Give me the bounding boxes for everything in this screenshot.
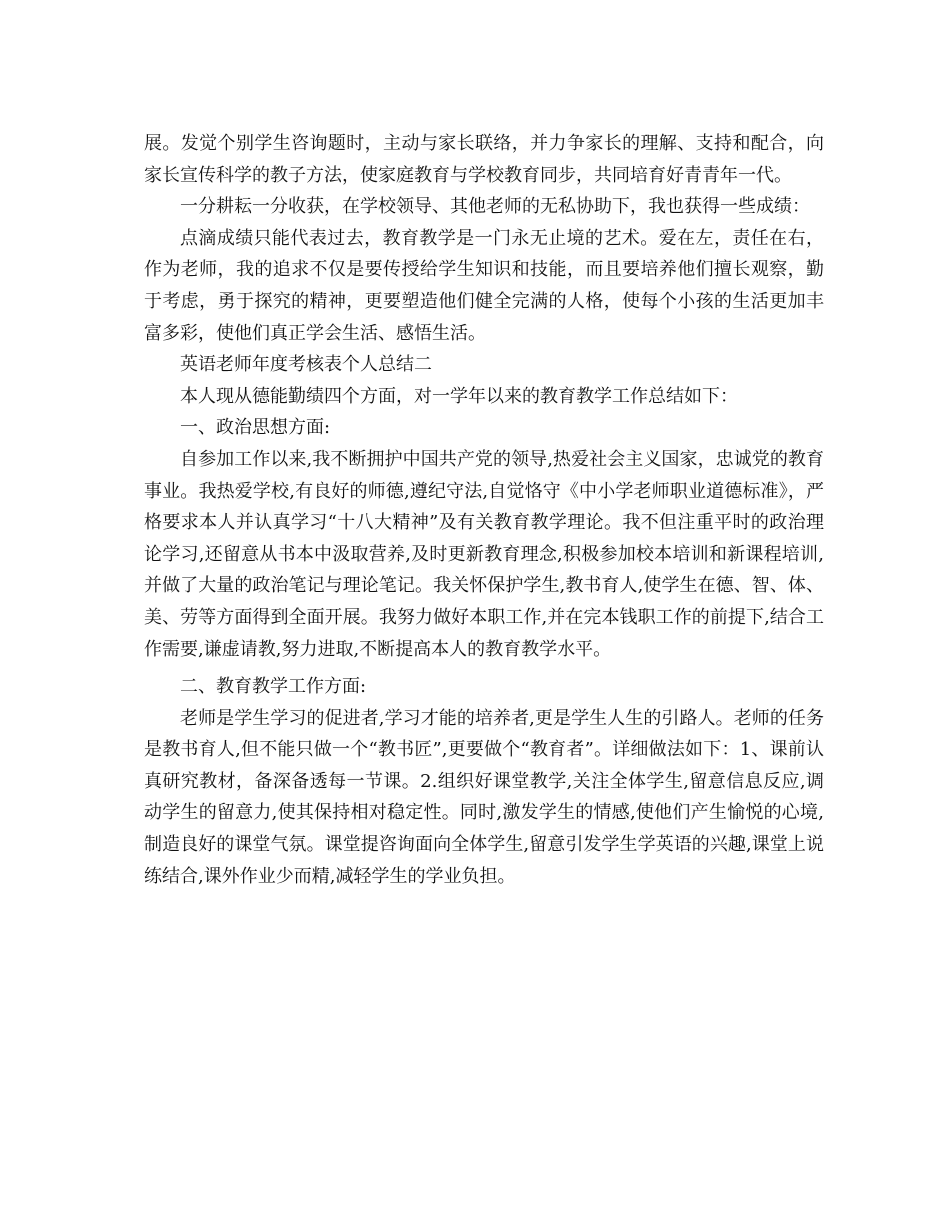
paragraph-intro: 本人现从德能勤绩四个方面，对一学年以来的教育教学工作总结如下： <box>180 385 738 407</box>
paragraph-achievements: 一分耕耘一分收获，在学校领导、其他老师的无私协助下，我也获得一些成绩： <box>180 196 810 218</box>
paragraph-continuation: 展。发觉个别学生咨询题时，主动与家长联络，并力争家长的理解、支持和配合，向家长宣传科学的教子方法，使家庭教育与学校教育同步，共同培育好青青年一代。 <box>144 133 824 186</box>
heading-teaching: 二、教育教学工作方面: <box>180 676 367 698</box>
heading-political: 一、政治思想方面: <box>180 417 331 439</box>
section-title: 英语老师年度考核表个人总结二 <box>180 354 432 376</box>
document-body <box>144 128 824 892</box>
paragraph-teaching: 老师是学生学习的促进者,学习才能的培养者,更是学生人生的引路人。老师的任务是教书育人,但不能只做一个“教书匠”,更要做个“教育者”。详细做法如下：1、课前认真研究教材，备深备透每一节课。2.组织好课堂教学,关注全体学生,留意信息反应,调动学生的留意力,使其保持相对稳定性。同时,激发学生的情感,使他们产生愉悦的心境,制造良好的课堂气氛。课堂提咨询面向全体学生,留意引发学生学英语的兴趣,课堂上说练结合,课外作业少而精,减轻学生的学业负担。 <box>144 707 824 887</box>
paragraph-political: 自参加工作以来,我不断拥护中国共产党的领导,热爱社会主义国家，忠诚党的教育事业。我热爱学校,有良好的师德,遵纪守法,自觉恪守《中小学老师职业道德标准》，严格要求本人并认真学习“十八大精神”及有关教育教学理论。我不但注重平时的政治理论学习,还留意从书本中汲取营养,及时更新教育理念,积极参加校本培训和新课程培训,并做了大量的政治笔记与理论笔记。我关怀保护学生,教书育人,使学生在德、智、体、美、劳等方面得到全面开展。我努力做好本职工作,并在完本钱职工作的前提下,结合工作需要,谦虚请教,努力进取,不断提高本人的教育教学水平。 <box>144 448 824 660</box>
paragraph-reflection: 点滴成绩只能代表过去，教育教学是一门永无止境的艺术。爱在左，责任在右，作为老师，我的追求不仅是要传授给学生知识和技能，而且要培养他们擅长观察，勤于考虑，勇于探究的精神，更要塑造他们健全完满的人格，使每个小孩的生活更加丰富多彩，使他们真正学会生活、感悟生活。 <box>144 227 824 344</box>
